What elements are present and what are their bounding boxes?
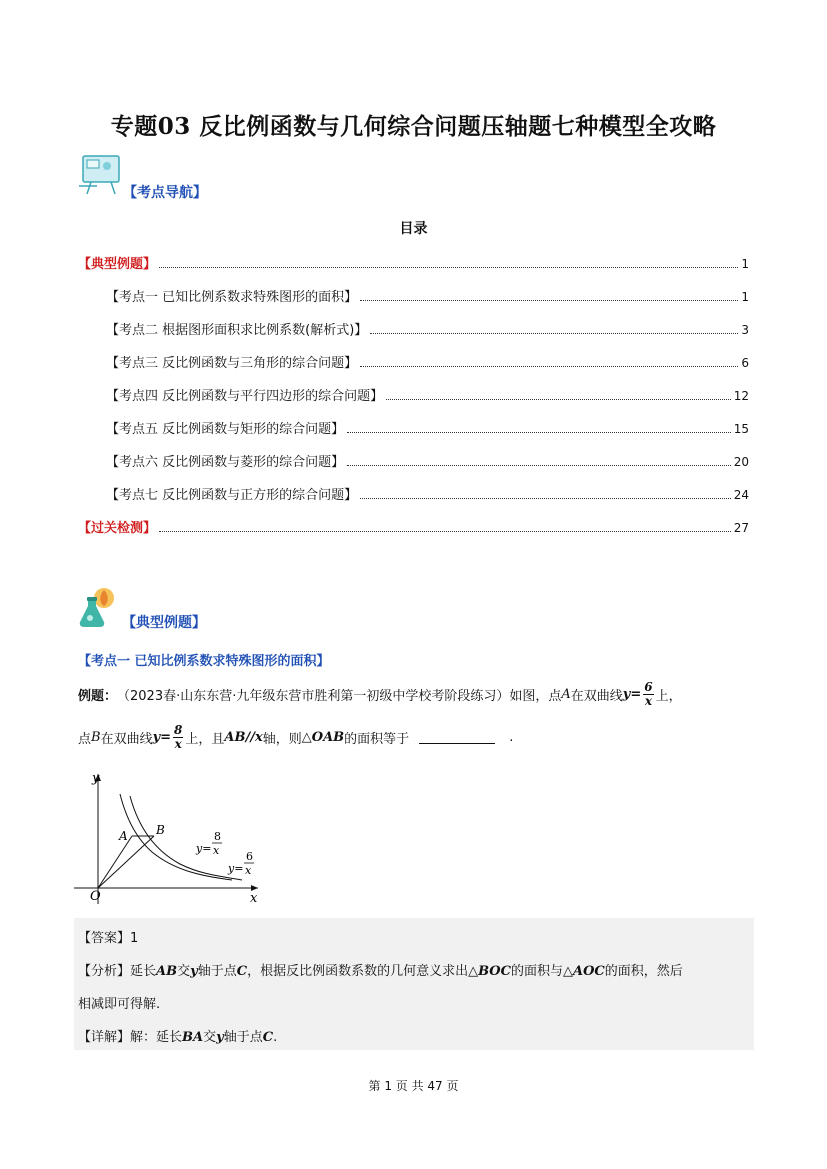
example-text: 上， bbox=[655, 689, 682, 704]
toc-item-kp4[interactable] bbox=[106, 385, 749, 403]
toc-item-page: 15 bbox=[733, 422, 749, 436]
toc-leader bbox=[386, 399, 731, 400]
toc-item-label: 【考点一 已知比例系数求特殊图形的面积】 bbox=[106, 290, 358, 305]
origin-label: O bbox=[90, 889, 101, 904]
ab-parallel-x: AB//x bbox=[224, 730, 263, 745]
analysis-label: 【分析】 bbox=[78, 964, 131, 979]
y-equals: y= bbox=[152, 730, 172, 745]
toc-item-kp7[interactable] bbox=[106, 484, 749, 502]
page-title: 专题03 反比例函数与几何综合问题压轴题七种模型全攻略 bbox=[110, 113, 717, 140]
curve8-label: y= bbox=[196, 842, 212, 855]
fraction-8-over-x: $\frac{8}{x}$ bbox=[174, 723, 183, 751]
toc-item-label: 【考点三 反比例函数与三角形的综合问题】 bbox=[106, 356, 358, 371]
example-text: 轴，则 bbox=[262, 732, 302, 747]
x-axis-label: x bbox=[250, 891, 258, 906]
curve6-denominator: x bbox=[245, 864, 252, 877]
fraction-6-over-x: $\frac{6}{x}$ bbox=[644, 680, 653, 708]
toc-leader bbox=[347, 465, 731, 466]
triangle-oab: △OAB bbox=[301, 730, 345, 745]
detail-line: 【详解】解：延长BA交y轴于点C. bbox=[78, 1030, 278, 1045]
toc-item-label: 【考点七 反比例函数与正方形的综合问题】 bbox=[106, 488, 358, 503]
toc-leader bbox=[370, 333, 738, 334]
answer-line bbox=[78, 927, 138, 946]
section-label: 【典型例题】 bbox=[122, 615, 206, 631]
toc-item-examples[interactable] bbox=[78, 253, 749, 271]
toc-heading: 目录 bbox=[399, 221, 428, 237]
curve8-denominator: x bbox=[213, 844, 220, 857]
toc-leader bbox=[347, 432, 731, 433]
example-text: 在双曲线 bbox=[570, 689, 623, 704]
curve6-numerator: 6 bbox=[246, 850, 253, 863]
example-source: （2023春·山东东营·九年级东营市胜利第一初级中学校考阶段练习）如图，点 bbox=[117, 689, 562, 704]
classroom-board-icon bbox=[77, 152, 123, 196]
toc-leader bbox=[360, 300, 738, 301]
point-b-label: B bbox=[156, 823, 165, 837]
example-text: 点 bbox=[78, 732, 92, 747]
toc-item-label: 【考点二 根据图形面积求比例系数(解析式)】 bbox=[106, 323, 368, 338]
example-text: 的面积等于 bbox=[344, 732, 410, 747]
toc-item-page: 6 bbox=[741, 356, 749, 370]
toc-leader bbox=[360, 498, 731, 499]
toc-item-kp6[interactable] bbox=[106, 451, 749, 469]
toc-leader bbox=[159, 267, 738, 268]
hyperbola-figure bbox=[70, 768, 270, 908]
segment-ob bbox=[98, 836, 154, 888]
example-period: . bbox=[509, 730, 514, 745]
toc-item-kp3[interactable] bbox=[106, 352, 749, 370]
detail-label: 【详解】 bbox=[78, 1030, 131, 1045]
toc-item-label: 【考点五 反比例函数与矩形的综合问题】 bbox=[106, 422, 345, 437]
toc-item-kp5[interactable] bbox=[106, 418, 749, 436]
curve-y-8-over-x bbox=[130, 796, 242, 880]
toc-item-label: 【考点四 反比例函数与平行四边形的综合问题】 bbox=[106, 389, 384, 404]
answer-value: 1 bbox=[130, 931, 139, 946]
answer-blank[interactable] bbox=[419, 732, 495, 744]
example-line-1 bbox=[78, 681, 682, 708]
y-equals: y= bbox=[622, 687, 642, 702]
toc-item-label: 【过关检测】 bbox=[78, 521, 157, 536]
point-b-label: B bbox=[91, 730, 101, 745]
toc-item-page: 12 bbox=[733, 389, 749, 403]
toc-item-label: 【典型例题】 bbox=[78, 257, 157, 272]
toc-item-page: 1 bbox=[741, 257, 749, 271]
analysis-line-1: 【分析】延长AB交y轴于点C，根据反比例函数系数的几何意义求出△BOC的面积与△AOC的面积，然后 bbox=[78, 964, 683, 979]
point-a-label: A bbox=[561, 687, 571, 702]
example-prefix: 例题： bbox=[78, 689, 118, 704]
toc-item-kp1[interactable] bbox=[106, 286, 749, 304]
example-text: 在双曲线 bbox=[100, 732, 153, 747]
toc-leader bbox=[360, 366, 738, 367]
answer-label: 【答案】 bbox=[78, 931, 131, 946]
segment-oa bbox=[98, 836, 132, 888]
toc-item-page: 3 bbox=[741, 323, 749, 337]
toc-item-page: 27 bbox=[733, 521, 749, 535]
flask-leaf-icon bbox=[76, 586, 120, 628]
toc-item-page: 24 bbox=[733, 488, 749, 502]
curve8-numerator: 8 bbox=[214, 830, 221, 843]
y-axis-label: y bbox=[92, 771, 100, 786]
curve6-label: y= bbox=[228, 862, 244, 875]
example-line-2 bbox=[78, 724, 513, 751]
kp1-title: 【考点一 已知比例系数求特殊图形的面积】 bbox=[78, 654, 330, 669]
toc-item-checkpoint[interactable] bbox=[78, 517, 749, 535]
page-footer: 第 1 页 共 47 页 bbox=[368, 1079, 459, 1093]
toc-item-kp2[interactable] bbox=[106, 319, 749, 337]
nav-label: 【考点导航】 bbox=[123, 185, 207, 201]
toc-item-page: 1 bbox=[741, 290, 749, 304]
toc-leader bbox=[159, 531, 731, 532]
point-a-label: A bbox=[119, 829, 128, 843]
example-text: 上，且 bbox=[185, 732, 225, 747]
analysis-line-2: 相减即可得解. bbox=[78, 997, 161, 1012]
toc-item-label: 【考点六 反比例函数与菱形的综合问题】 bbox=[106, 455, 345, 470]
toc-item-page: 20 bbox=[733, 455, 749, 469]
